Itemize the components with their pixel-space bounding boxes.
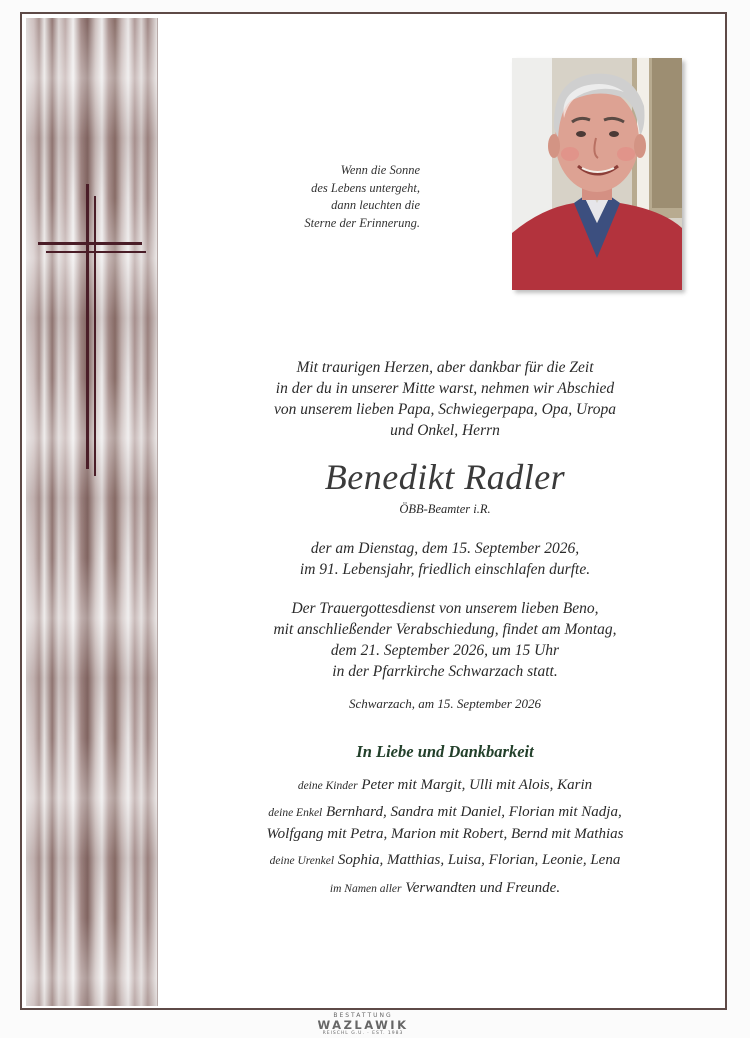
death-line: im 91. Lebensjahr, friedlich einschlafen durfte. [299, 561, 591, 578]
relatives-text: Verwandten und Freunde. [405, 880, 561, 896]
intro-line: und Onkel, Herrn [390, 422, 500, 439]
family-great-grandchildren [200, 850, 690, 872]
motto-line: des Lebens untergeht, [311, 180, 420, 195]
logo-top-text: BESTATTUNG [333, 1012, 393, 1019]
logo-name: WAZLAWIK [317, 1018, 409, 1032]
service-line: in der Pfarrkirche Schwarzach statt. [332, 663, 558, 680]
occupation: ÖBB-Beamter i.R. [399, 502, 491, 516]
place-and-date: Schwarzach, am 15. September 2026 [348, 696, 542, 711]
grandchildren-names-1: Bernhard, Sandra mit Daniel, Florian mit Nadja, [326, 804, 622, 820]
love-heading: In Liebe und Dankbarkeit [356, 742, 534, 761]
intro-line: in der du in unserer Mitte warst, nehmen wir Abschied [275, 380, 615, 397]
death-line: der am Dienstag, dem 15. September 2026, [310, 540, 580, 557]
service-line: dem 21. September 2026, um 15 Uhr [330, 642, 560, 659]
great-grandchildren-prefix: deine Urenkel [269, 855, 335, 867]
children-names: Peter mit Margit, Ulli mit Alois, Karin [361, 777, 593, 793]
service-line: mit anschließender Verabschiedung, findet am Montag, [273, 621, 617, 638]
intro-line: Mit traurigen Herzen, aber dankbar für die Zeit [296, 359, 594, 376]
band-edge-line [157, 18, 158, 1006]
motto-line: Wenn die Sonne [340, 163, 420, 177]
relatives-prefix: im Namen aller [329, 883, 402, 895]
grandchildren-names-2: Wolfgang mit Petra, Marion mit Robert, Bernd mit Mathias [266, 826, 624, 842]
motto-verse [250, 162, 420, 232]
funeral-service-info [200, 598, 690, 682]
death-notice [200, 538, 690, 580]
funeral-home-logo [300, 1012, 426, 1036]
decorative-band [26, 18, 157, 1006]
motto-line: Sterne der Erinnerung. [304, 215, 420, 230]
great-grandchildren-names: Sophia, Matthias, Luisa, Florian, Leonie, Lena [337, 852, 621, 868]
children-prefix: deine Kinder [297, 780, 358, 792]
motto-line: dann leuchten die [331, 198, 420, 212]
cross-icon [38, 184, 146, 476]
intro-line: von unserem lieben Papa, Schwiegerpapa, Opa, Uropa [274, 401, 616, 418]
deceased-name: Benedikt Radler [324, 457, 566, 497]
family-children [200, 775, 690, 797]
portrait-photo [512, 58, 682, 290]
family-grandchildren [200, 802, 690, 845]
grandchildren-prefix: deine Enkel [268, 807, 323, 819]
service-line: Der Trauergottesdienst von unserem lieben Beno, [291, 600, 599, 617]
intro-text [200, 357, 690, 441]
family-relatives [200, 878, 690, 900]
logo-bottom-text: REISCHL G.U. · EST. 1983 [322, 1031, 404, 1036]
